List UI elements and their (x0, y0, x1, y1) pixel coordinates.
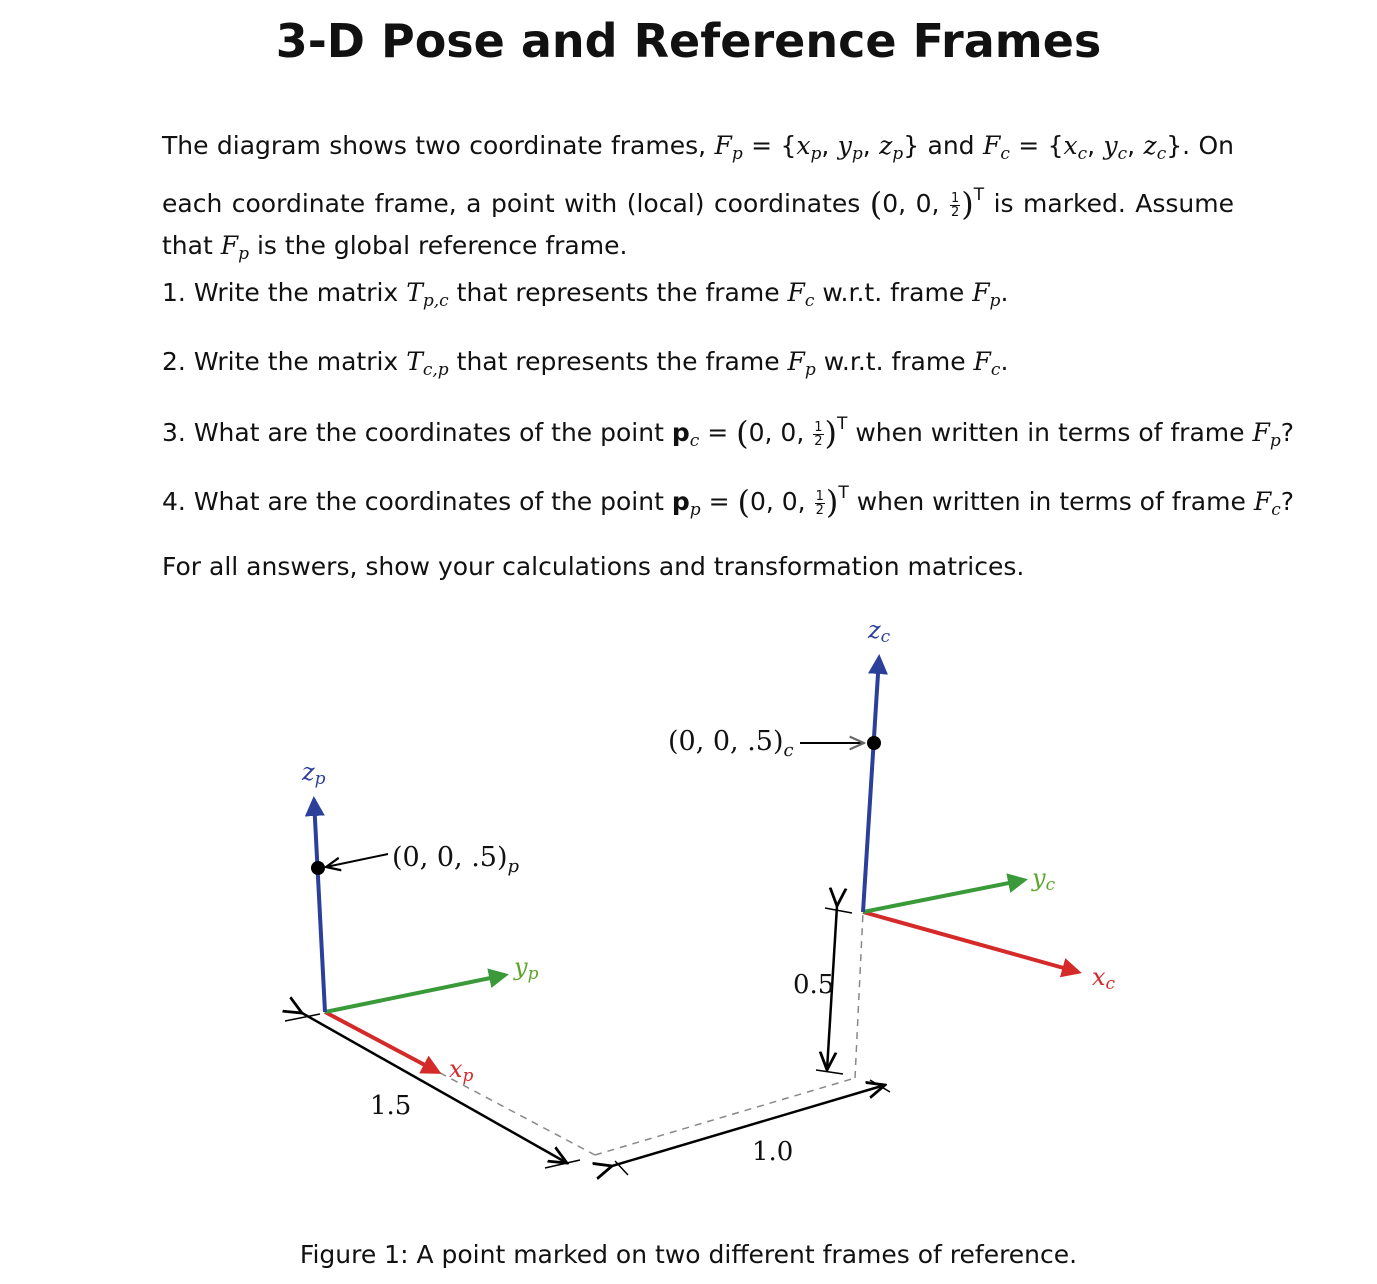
dim-x-label: 1.5 (370, 1091, 412, 1121)
yp-axis (325, 975, 505, 1012)
xp-label: xp (449, 1055, 474, 1086)
intro-text-3: is marked. Assume that (162, 189, 1234, 260)
zc-axis (863, 658, 879, 912)
xp-axis (325, 1012, 438, 1072)
yc-label: yc (1032, 864, 1056, 895)
figure-caption: Figure 1: A point marked on two different frames of reference. (299, 1240, 1078, 1269)
question-1: 1. Write the matrix $T_{p,c}$ that represents the frame $F_c$ w.r.t. frame $F_p$. (162, 278, 1009, 311)
closing-text: For all answers, show your calculations and transformation matrices. (162, 552, 1025, 581)
intro-text-1: The diagram shows two coordinate frames, (162, 131, 707, 160)
yp-label: yp (514, 953, 539, 984)
zp-label: zp (302, 758, 326, 789)
yc-axis (863, 880, 1024, 912)
point-p (311, 861, 325, 875)
point-c (867, 736, 881, 750)
dim-z-label: 0.5 (793, 970, 835, 1000)
intro-text-2: . On each coordinate frame, a point with (local) coordinates (162, 131, 1234, 218)
zp-axis (314, 800, 325, 1012)
dim-y-label: 1.0 (752, 1137, 794, 1167)
dimension-y (612, 1080, 890, 1175)
page-title: 3-D Pose and Reference Frames (275, 14, 1102, 68)
intro-text-4: is the global reference frame. (256, 231, 628, 260)
xc-label: xc (1092, 963, 1116, 994)
point-c-label: (0, 0, $.5)_c$ (668, 726, 794, 761)
question-4: 4. What are the coordinates of the point $p_p = (0$, 0, $\frac{1}{2}$ )$^T$ when written in terms of frame $F_c$? (162, 483, 1294, 521)
intro-and: and (927, 131, 975, 160)
point-p-pointer (326, 854, 388, 867)
intro-paragraph: The diagram shows two coordinate frames, $F_p = \{x_p$, $y_p$, $z_p$} and $F_c = \{x_c$, $y_c$, $z_c$}. On each coordinate frame, a point with (local) coordinates (0, 0, $\frac{1}{2}$ )$^T$ is marked. Assume that $F_p$ is the global reference frame. (162, 131, 1234, 264)
dimension-x (285, 1013, 580, 1168)
question-3: 3. What are the coordinates of the point $p_c = (0$, 0, $\frac{1}{2}$ )$^T$ when written in terms of frame $F_p$? (162, 414, 1294, 452)
frame-p (311, 800, 505, 1072)
point-p-label: (0, 0, $.5)_p$ (392, 842, 520, 877)
xc-axis (863, 912, 1078, 972)
zc-label: zc (868, 616, 891, 647)
question-2: 2. Write the matrix $T_{c,p}$ that represents the frame $F_p$ w.r.t. frame $F_c$. (162, 347, 1009, 380)
frame-c (800, 658, 1078, 972)
